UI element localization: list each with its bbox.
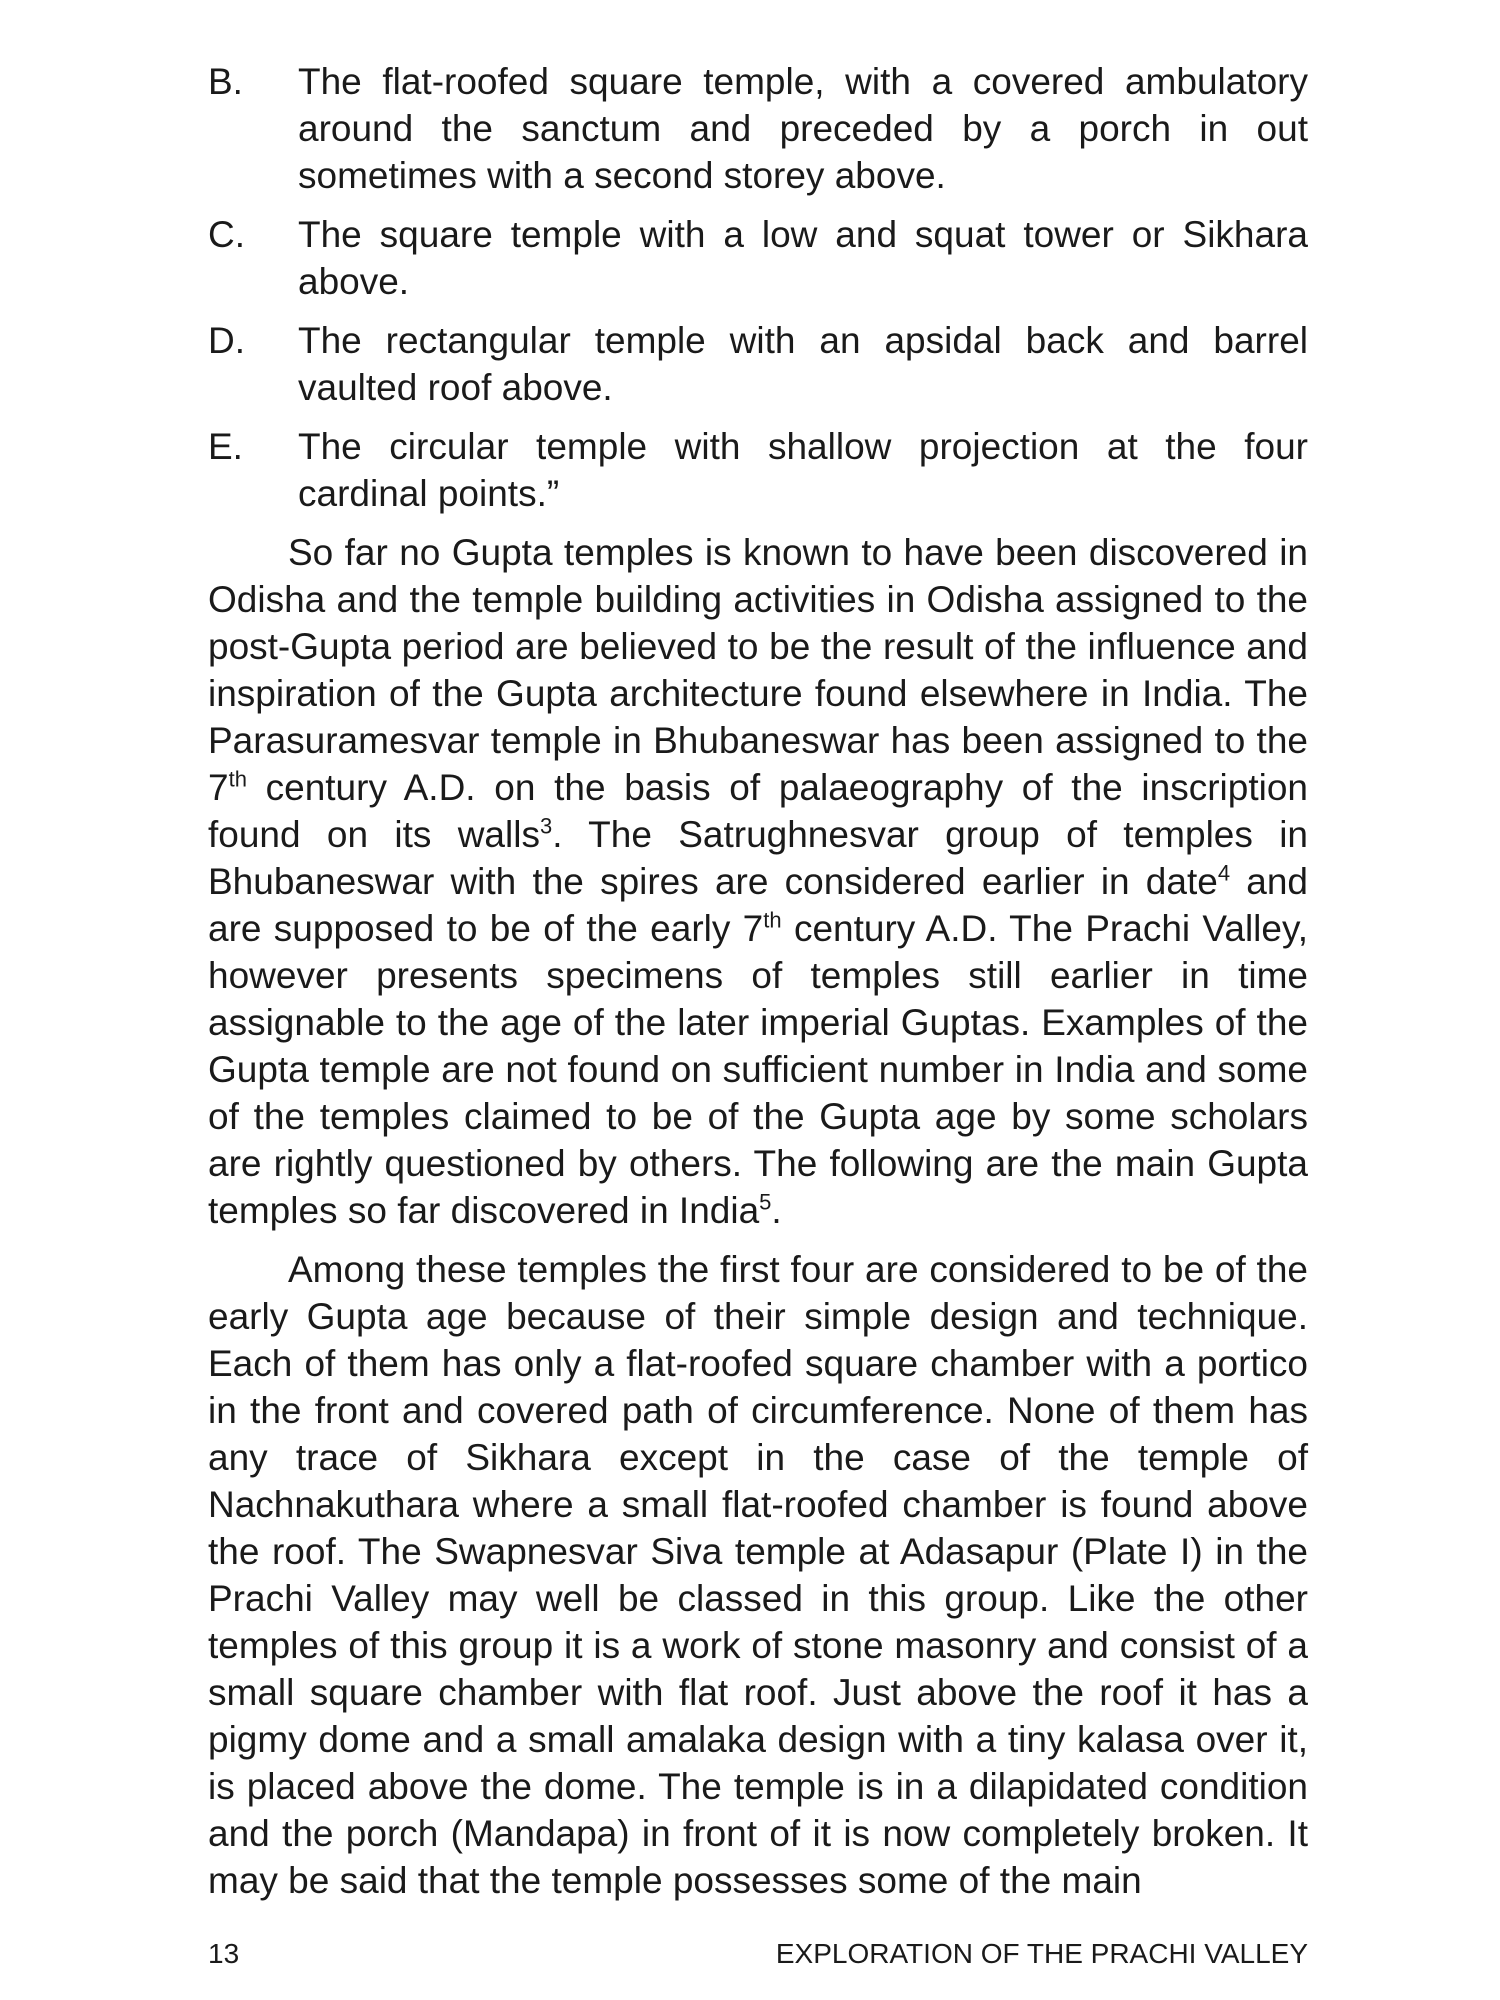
list-letter: C. (208, 214, 245, 255)
paragraph-text: and are supposed to be of the early 7 (208, 861, 1309, 949)
footnote-ref: 4 (1217, 860, 1231, 886)
list-text: The rectangular temple with an apsidal back and barrel vaulted roof above. (298, 320, 1308, 408)
list-item (208, 211, 1308, 305)
paragraph-early-gupta: Among these temples the first four are considered to be of the early Gupta age because of their simple design and technique. Each of them has only a flat-roofed square chamber with a portico in the front and covered path of circumference. None of them has any trace of Sikhara except in the case of the temple of Nachnakuthara where a small flat-roofed chamber is found above the roof. The Swapnesvar Siva temple at Adasapur (Plate I) in the Prachi Valley may well be classed in this group. Like the other temples of this group it is a work of stone masonry and consist of a small square chamber with flat roof. Just above the roof it has a pigmy dome and a small amalaka design with a tiny kalasa over it, is placed above the dome. The temple is in a dilapidated condition and the porch (Mandapa) in front of it is now completely broken. It may be said that the temple possesses some of the main (208, 1249, 1308, 1901)
paragraph-text: So far no Gupta temples is known to have been discovered in Odisha and the temple building activities in Odisha assigned to the post-Gupta period are believed to be the result of the influence and inspiration of the Gupta architecture found elsewhere in India. The Parasuramesvar temple in Bhubaneswar has been assigned to the 7 (208, 532, 1308, 808)
list-letter: D. (208, 320, 245, 361)
list-letter: B. (208, 61, 243, 102)
superscript: th (763, 907, 782, 933)
list-letter: E. (208, 426, 243, 467)
list-text: The circular temple with shallow projection at the four cardinal points.” (298, 426, 1308, 514)
paragraph-text: century A.D. on the basis of palaeography of the inscription found on its walls (208, 767, 1308, 855)
page-number: 13 (208, 1938, 240, 1969)
list-item (208, 58, 1308, 199)
list-text: The flat-roofed square temple, with a covered ambulatory around the sanctum and preceded by a porch in out sometimes with a second storey above. (298, 61, 1308, 196)
superscript: th (228, 766, 247, 792)
paragraph-text: . The Satrughnesvar group of temples in Bhubaneswar with the spires are considered earlier in date (208, 814, 1308, 902)
paragraph-text: . (771, 1190, 782, 1231)
paragraph-text: century A.D. The Prachi Valley, however presents specimens of temples still earlier in time assignable to the age of the later imperial Guptas. Examples of the Gupta temple are not found on sufficient number in India and some of the temples claimed to be of the Gupta age by some scholars are rightly questioned by others. The following are the main Gupta temples so far discovered in India (208, 908, 1308, 1231)
list-text: The square temple with a low and squat tower or Sikhara above. (298, 214, 1308, 302)
running-title: EXPLORATION OF THE PRACHI VALLEY (775, 1938, 1308, 1969)
footnote-ref: 5 (759, 1189, 772, 1215)
footnote-ref: 3 (539, 813, 553, 839)
paragraph-gupta-temples (208, 529, 1308, 1234)
list-item (208, 423, 1308, 517)
list-item (208, 317, 1308, 411)
page-body (208, 58, 1308, 1904)
page-footer (208, 1938, 1308, 1978)
